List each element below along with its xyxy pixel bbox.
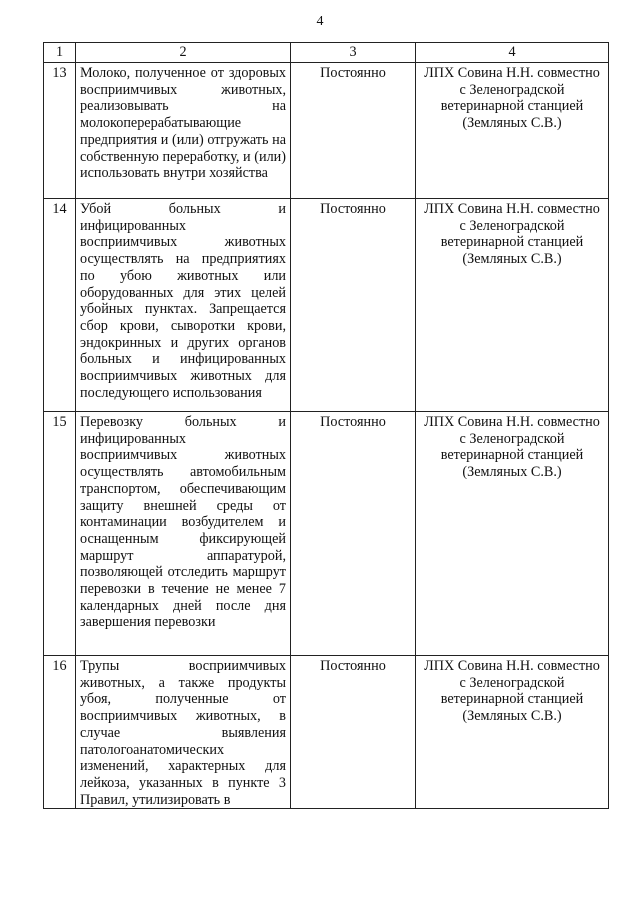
row-number: 16: [44, 656, 76, 809]
table-header-row: [44, 43, 609, 63]
column-header-3: 3: [291, 43, 416, 63]
table-row: [44, 656, 609, 809]
column-header-2: 2: [76, 43, 291, 63]
responsible-cell: ЛПХ Совина Н.Н. совместно с Зеленоградской ветеринарной станцией (Земляных С.В.): [416, 199, 609, 412]
table-row: [44, 199, 609, 412]
column-header-1: 1: [44, 43, 76, 63]
measures-table: [43, 42, 609, 809]
responsible-cell: ЛПХ Совина Н.Н. совместно с Зеленоградской ветеринарной станцией (Земляных С.В.): [416, 656, 609, 809]
table-row: [44, 63, 609, 199]
measure-text: Молоко, полученное от здоровых восприимчивых животных, реализовывать на молокоперерабатывающие предприятия и (или) отгружать на собственную переработку, и (или) использовать внутри хозяйства: [76, 63, 291, 199]
row-number: 13: [44, 63, 76, 199]
period-cell: Постоянно: [291, 63, 416, 199]
column-header-4: 4: [416, 43, 609, 63]
period-cell: Постоянно: [291, 656, 416, 809]
measure-text: Перевозку больных и инфицированных восприимчивых животных осуществлять автомобильным транспортом, обеспечивающим защиту внешней среды от контаминации возбудителем и оснащенным фиксирующей маршрут аппаратурой, позволяющей отследить маршрут перевозки в течение не менее 7 календарных дней после дня завершения перевозки: [76, 412, 291, 656]
measure-text: Трупы восприимчивых животных, а также продукты убоя, полученные от восприимчивых животных, в случае выявления патологоанатомических изменений, характерных для лейкоза, указанных в пункте 3 Правил, утилизировать в: [76, 656, 291, 809]
responsible-cell: ЛПХ Совина Н.Н. совместно с Зеленоградской ветеринарной станцией (Земляных С.В.): [416, 412, 609, 656]
page-number: 4: [316, 14, 324, 29]
period-cell: Постоянно: [291, 412, 416, 656]
period-cell: Постоянно: [291, 199, 416, 412]
row-number: 14: [44, 199, 76, 412]
responsible-cell: ЛПХ Совина Н.Н. совместно с Зеленоградской ветеринарной станцией (Земляных С.В.): [416, 63, 609, 199]
measure-text: Убой больных и инфицированных восприимчивых животных осуществлять на предприятиях по убою животных или оборудованных для этих целей убойных пунктах. Запрещается сбор крови, сыворотки крови, эндокринных и других органов больных и инфицированных восприимчивых животных для последующего использования: [76, 199, 291, 412]
table-row: [44, 412, 609, 656]
row-number: 15: [44, 412, 76, 656]
